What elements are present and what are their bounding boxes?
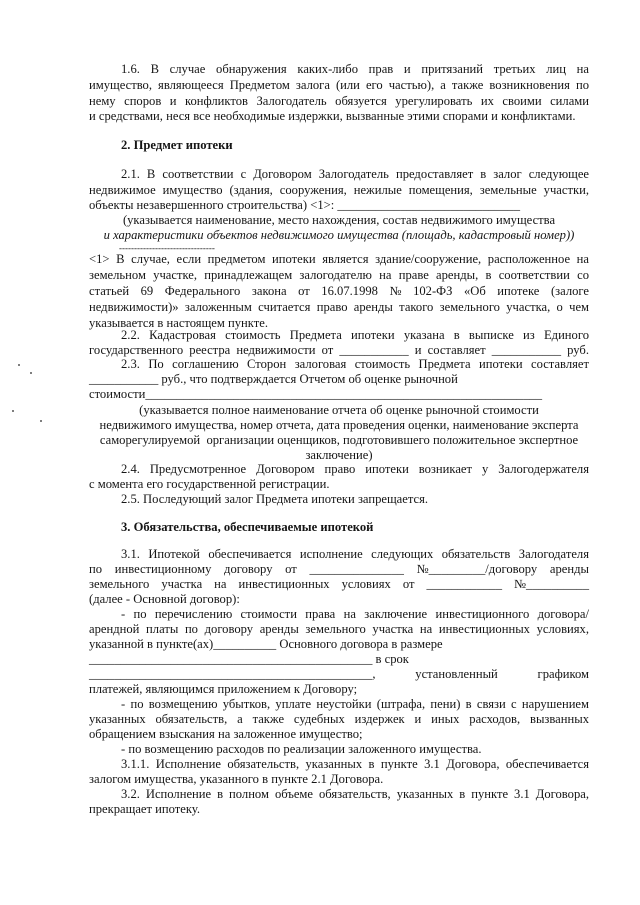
text-line: залогом имущества, указанного в пункте 2.1 Договора.: [89, 772, 384, 786]
text-line: по инвестиционному договору от _______________ №_________/договору аренды: [89, 562, 589, 576]
text-line: 2.5. Последующий залог Предмета ипотеки запрещается.: [121, 492, 429, 506]
text-line: прекращает ипотеку.: [89, 802, 200, 816]
text-line: указанной в пункте(ах)__________ Основного договора в размере: [89, 637, 443, 651]
list-item: - по возмещению убытков, уплате неустойки (штрафа, пени) в связи с нарушением: [121, 697, 589, 711]
text-line: указанных обязательств, а также судебных издержек и иных расходов, вызванных: [89, 712, 589, 726]
text-line: имущество, являющееся Предметом залога (или его частью), а также возникновения по: [89, 78, 589, 92]
note-line: недвижимого имущества, номер отчета, дата проведения оценки, наименование эксперта: [99, 418, 579, 432]
note-line: (указывается наименование, место нахождения, состав недвижимого имущества: [122, 213, 556, 227]
text-line: обращением взыскания на заложенное имущество;: [89, 727, 363, 741]
scan-speck: [40, 420, 42, 422]
text-line: (далее - Основной договор):: [89, 592, 240, 606]
text-line: 2.2. Кадастровая стоимость Предмета ипотеки указана в выписке из Единого: [121, 328, 589, 342]
text-line: арендной платы по договору аренды земельного участка на инвестиционных условиях,: [89, 622, 589, 636]
list-item: - по возмещению расходов по реализации заложенного имущества.: [121, 742, 482, 756]
text-line: 2.1. В соответствии с Договором Залогодатель предоставляет в залог следующее: [121, 167, 589, 181]
note-line: (указывается полное наименование отчета об оценке рыночной стоимости: [139, 403, 539, 417]
separator-line: --------------------------------: [119, 243, 215, 253]
text-line: с момента его государственной регистрации.: [89, 477, 330, 491]
text-line: и средствами, неся все необходимые издержки, вызванные этими спорами и конфликтами.: [89, 109, 576, 123]
note-line: и характеристики объектов недвижимого имущества (площадь, кадастровый номер)): [103, 228, 575, 242]
footnote-line: указывается в настоящем пункте.: [89, 316, 268, 330]
text-line: 2.3. По соглашению Сторон залоговая стоимость Предмета ипотеки составляет: [121, 357, 589, 371]
text-line: 3.1. Ипотекой обеспечивается исполнение следующих обязательств Залогодателя: [121, 547, 589, 561]
text-line: земельного участка на инвестиционных условиях от ____________ №__________: [89, 577, 589, 591]
text-line: платежей, являющимся приложением к Договору;: [89, 682, 358, 696]
note-line: саморегулируемой организации оценщиков, подготовившего положительное экспертное: [99, 433, 579, 447]
text-line: стоимости_______________________________________________________________: [89, 387, 543, 401]
note-line: заключение): [305, 448, 373, 462]
section-heading: 3. Обязательства, обеспечиваемые ипотекой: [121, 520, 374, 534]
text-line: 1.6. В случае обнаружения каких-либо прав и притязаний третьих лиц на: [121, 62, 589, 76]
text-line: 3.1.1. Исполнение обязательств, указанных в пункте 3.1 Договора, обеспечивается: [121, 757, 589, 771]
text-line: _____________________________________________ в срок: [89, 652, 409, 666]
section-heading: 2. Предмет ипотеки: [121, 138, 233, 152]
scan-speck: [30, 372, 32, 374]
footnote-line: <1> В случае, если предметом ипотеки является здание/сооружение, расположенное на: [89, 252, 589, 266]
text-line: нему споров и конфликтов Залогодатель обязуется урегулировать их своими силами: [89, 94, 589, 108]
text-line: 3.2. Исполнение в полном объеме обязательств, указанных в пункте 3.1 Договора,: [121, 787, 589, 801]
text-line: ___________ руб., что подтверждается Отчетом об оценке рыночной: [89, 372, 458, 386]
text-line: _____________________________________________, установленный графиком: [89, 667, 589, 681]
text-line: государственного реестра недвижимости от ___________ и составляет ___________ руб.: [89, 343, 589, 357]
list-item: - по перечислению стоимости права на заключение инвестиционного договора/: [121, 607, 589, 621]
text-line: 2.4. Предусмотренное Договором право ипотеки возникает у Залогодержателя: [121, 462, 589, 476]
footnote-line: земельном участке, принадлежащем залогодателю на праве аренды, в соответствии со: [89, 268, 589, 282]
scan-speck: [12, 410, 14, 412]
footnote-line: недвижимости)» заложенным считается право аренды такого земельного участка, о чем: [89, 300, 589, 314]
text-line: объекты незавершенного строительства) <1>: _____________________________: [89, 198, 520, 212]
scan-speck: [18, 364, 20, 366]
footnote-line: статьей 69 Федерального закона от 16.07.1998 № 102-ФЗ «Об ипотеке (залоге: [89, 284, 589, 298]
text-line: недвижимое имущество (здания, сооружения, нежилые помещения, земельные участки,: [89, 183, 589, 197]
